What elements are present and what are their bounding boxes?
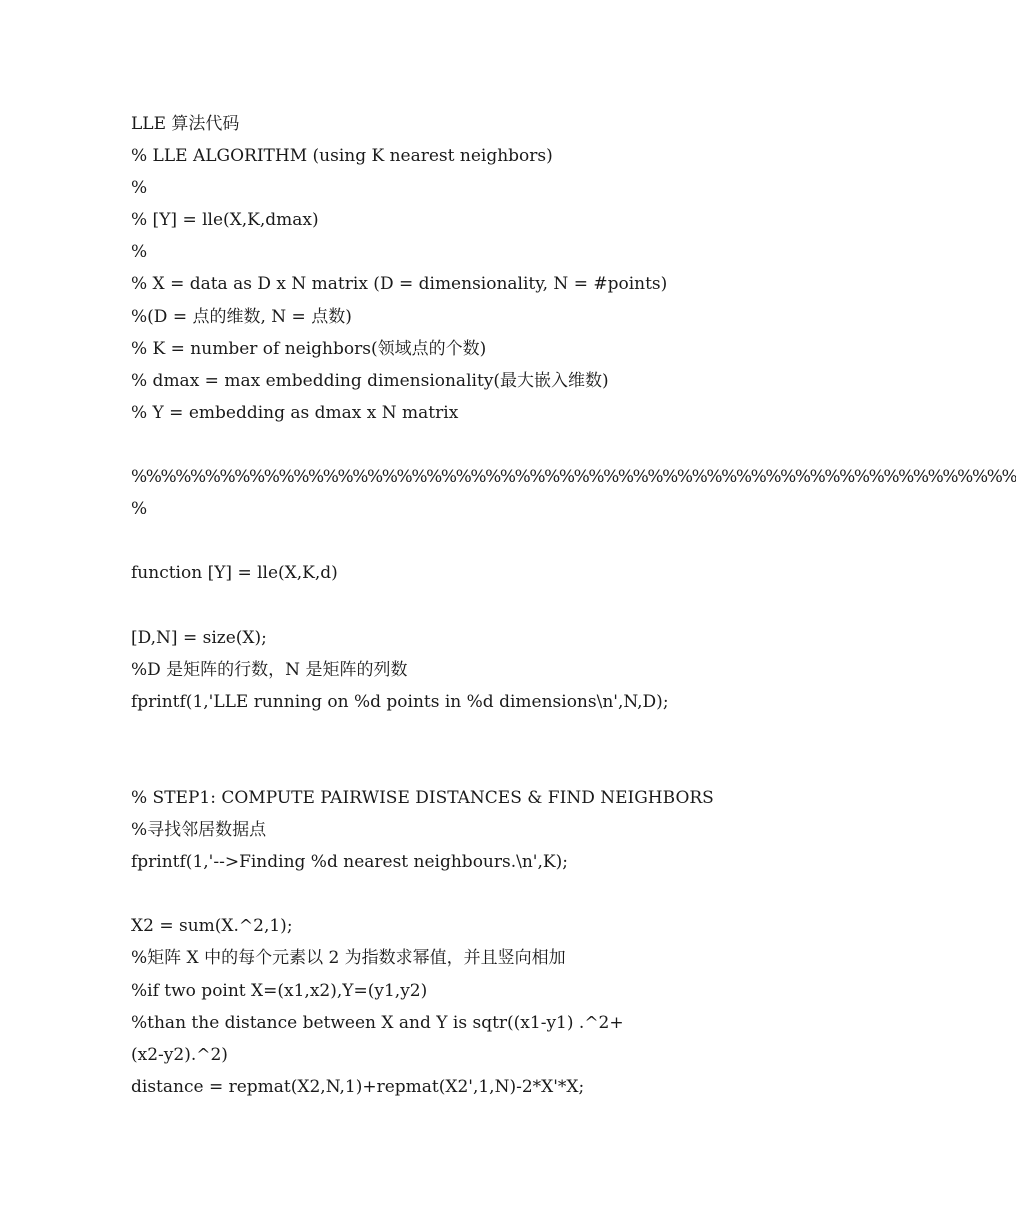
code-comment-line: %寻找邻居数据点 [131, 820, 267, 841]
code-comment-line: % LLE ALGORITHM (using K nearest neighbors) [131, 146, 553, 167]
blank-line [131, 718, 751, 750]
blank-line [131, 429, 751, 461]
document-title: LLE 算法代码 [131, 114, 240, 134]
code-comment-line: %矩阵 X 中的每个元素以 2 为指数求幂值，并且竖向相加 [131, 948, 566, 969]
blank-line [131, 589, 751, 621]
code-comment-line: % Y = embedding as dmax x N matrix [131, 402, 459, 423]
code-comment-line: % [131, 178, 148, 199]
code-line: fprintf(1,'LLE running on %d points in %d dimensions\n',N,D); [131, 691, 669, 712]
code-comment-line: % dmax = max embedding dimensionality(最大嵌入维数) [131, 370, 609, 391]
code-comment-line: %if two point X=(x1,x2),Y=(y1,y2) [131, 980, 428, 1001]
code-comment-line: % [Y] = lle(X,K,dmax) [131, 210, 319, 231]
code-line: fprintf(1,'-->Finding %d nearest neighbours.\n',K); [131, 852, 568, 873]
separator-comment-line: %%%%%%%%%%%%%%%%%%%%%%%%%%%%%%%%%%%%%%%%%%%%%%%%%%%%%%%%%%%% [131, 467, 1016, 488]
code-comment-line: % K = number of neighbors(领域点的个数) [131, 338, 487, 359]
code-document [131, 108, 1016, 1103]
code-comment-line: % STEP1: COMPUTE PAIRWISE DISTANCES & FIND NEIGHBORS [131, 787, 714, 808]
code-comment-line: (x2-y2).^2) [131, 1044, 228, 1065]
code-comment-line: %(D = 点的维数, N = 点数) [131, 306, 352, 327]
code-line: function [Y] = lle(X,K,d) [131, 563, 338, 584]
code-line: X2 = sum(X.^2,1); [131, 916, 293, 937]
code-comment-line: %than the distance between X and Y is sqtr((x1-y1) .^2+ [131, 1012, 624, 1033]
blank-line [131, 525, 751, 557]
code-comment-line: % X = data as D x N matrix (D = dimensionality, N = #points) [131, 274, 668, 295]
code-comment-line: % [131, 242, 148, 263]
code-line: distance = repmat(X2,N,1)+repmat(X2',1,N)-2*X'*X; [131, 1076, 585, 1097]
code-comment-line: %D 是矩阵的行数，N 是矩阵的列数 [131, 659, 408, 680]
blank-line [131, 878, 751, 910]
blank-line [131, 750, 751, 782]
code-line: [D,N] = size(X); [131, 627, 267, 648]
code-comment-line: % [131, 499, 148, 520]
